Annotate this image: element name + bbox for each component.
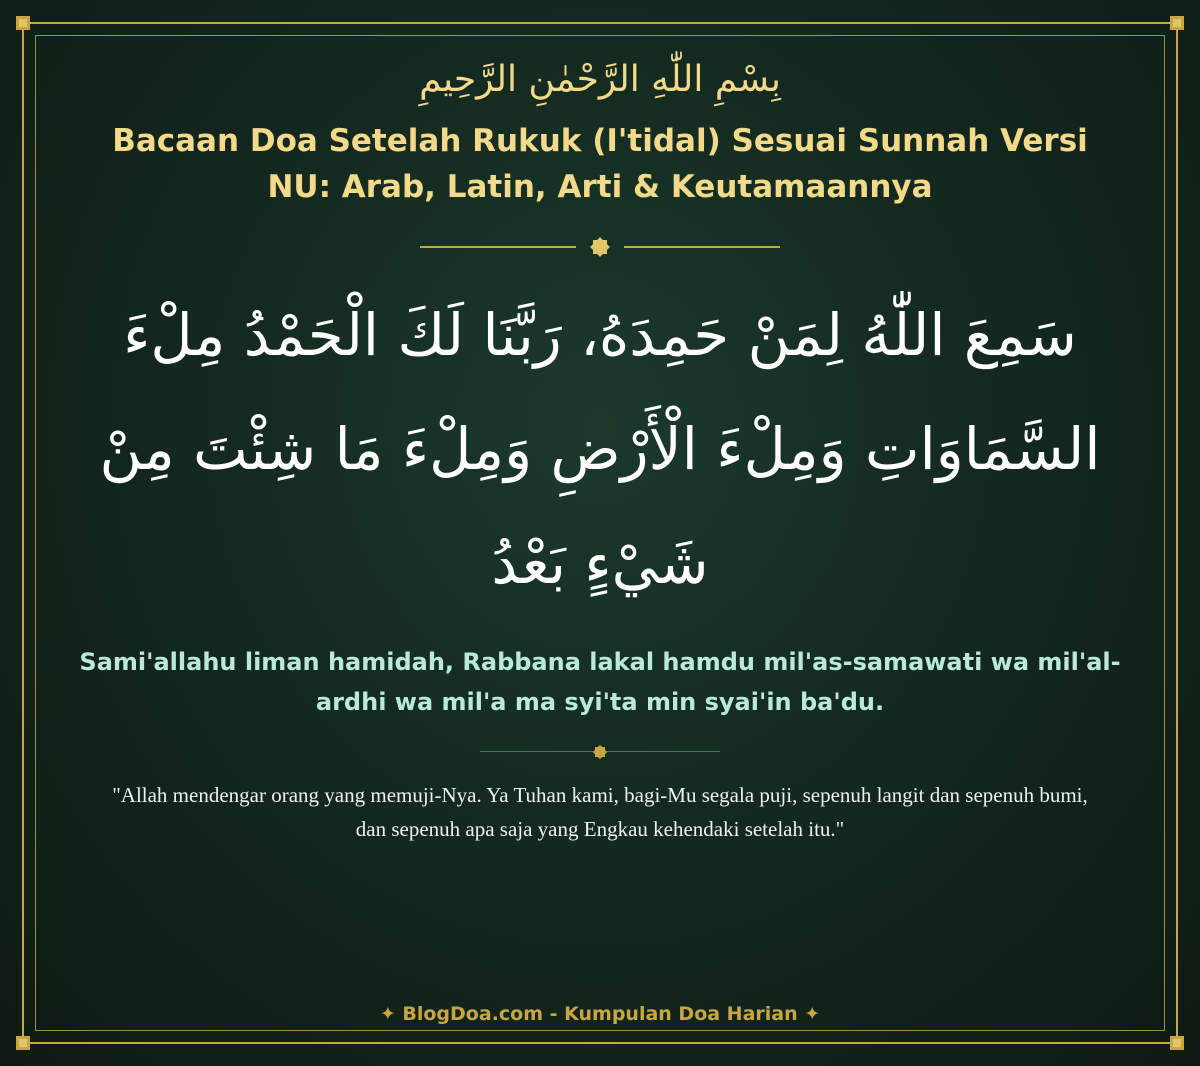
- card-content: [60, 50, 1140, 1016]
- arabic-prayer-text: سَمِعَ اللّٰهُ لِمَنْ حَمِدَهُ، رَبَّنَا لَكَ الْحَمْدُ مِلْءَ السَّمَاوَاتِ وَمِلْءَ الْأَرْضِ وَمِلْءَ مَا شِئْتَ مِنْ شَيْءٍ بَعْدُ: [99, 301, 1101, 597]
- bottom-divider: [60, 742, 1140, 762]
- diamond-ornament-icon: [593, 745, 607, 759]
- translation-text: "Allah mendengar orang yang memuji-Nya. Ya Tuhan kami, bagi-Mu segala puji, sepenuh langit dan sepenuh bumi, dan sepenuh apa saja yang Engkau kehendaki setelah itu.": [112, 783, 1088, 841]
- divider-line-left: [420, 246, 576, 248]
- corner-ornament-icon: [1169, 15, 1185, 31]
- footer-credit: ✦ BlogDoa.com - Kumpulan Doa Harian ✦: [379, 1003, 821, 1025]
- eight-point-star-icon: [588, 235, 612, 259]
- page-title: Bacaan Doa Setelah Rukuk (I'tidal) Sesuai Sunnah Versi NU: Arab, Latin, Arti & Keutamaannya: [112, 123, 1088, 205]
- latin-transliteration: Sami'allahu liman hamidah, Rabbana lakal hamdu mil'as-samawati wa mil'al-ardhi wa mil'a ma syi'ta min syai'in ba'du.: [79, 648, 1121, 716]
- basmalah-heading: بِسْمِ اللّٰهِ الرَّحْمٰنِ الرَّحِيمِ: [419, 59, 781, 100]
- corner-ornament-icon: [15, 1035, 31, 1051]
- top-divider: [60, 232, 1140, 262]
- corner-ornament-icon: [15, 15, 31, 31]
- divider-line-right: [624, 246, 780, 248]
- corner-ornament-icon: [1169, 1035, 1185, 1051]
